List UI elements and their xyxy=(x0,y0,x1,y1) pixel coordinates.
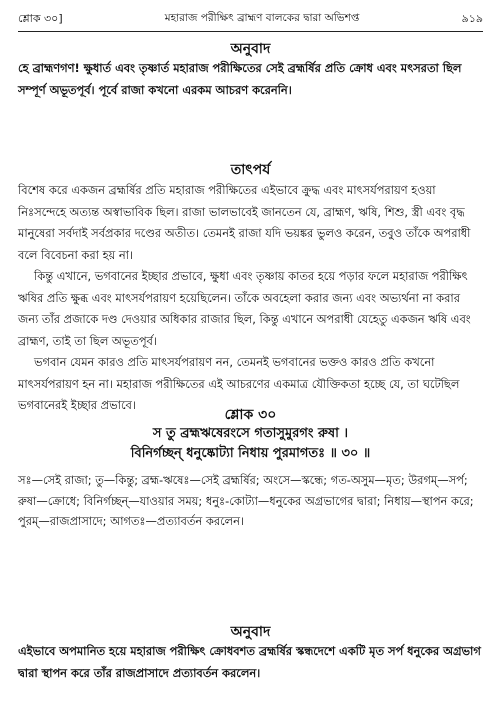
translation-2-text xyxy=(18,641,483,684)
translation-2-paragraph: এইভাবে অপমানিত হয়ে মহারাজ পরীক্ষিৎ ক্রোধবশত ব্রহ্মর্ষির স্কন্ধদেশে একটি মৃত সর্প ধনুকের অগ্রভাগ দ্বারা স্থাপন করে তাঁর রাজপ্রাসাদে প্রত্যাবর্তন করলেন। xyxy=(18,644,481,680)
purport-paragraph: বিশেষ করে একজন ব্রহ্মর্ষির প্রতি মহারাজ পরীক্ষিতের এইভাবে ক্রুদ্ধ এবং মাৎসর্যপরায়ণ হওয়া নিঃসন্দেহে অত্যন্ত অস্বাভাবিক ছিল। রাজা ভালভাবেই জানতেন যে, ব্রাহ্মণ, ঋষি, শিশু, স্ত্রী এবং বৃদ্ধ মানুষেরা সর্বদাই সর্বপ্রকার দণ্ডের অতীত। তেমনই রাজা যদি ভয়ঙ্কর ভুলও করেন, তবুও তাঁকে অপরাধী বলে বিবেচনা করা হয় না। xyxy=(18,183,471,262)
translation-heading: অনুবাদ xyxy=(230,41,271,57)
synonyms-paragraph: সঃ—সেই রাজা; তু—কিন্তু; ব্রহ্ম-ঋষেঃ—সেই ব্রহ্মর্ষির; অংসে—স্কন্ধে; গত-অসুম—মৃত; উরগম্—সর্প; রুষা—ক্রোধে; বিনির্গচ্ছন্—যাওয়ার সময়; ধনুঃ-কোট্যা—ধনুকের অগ্রভাগের দ্বারা; নিধায়—স্থাপন করে; পুরম্—রাজপ্রাসাদে; আগতঃ—প্রত্যাবর্তন করলেন। xyxy=(18,473,474,528)
running-head xyxy=(18,9,483,29)
purport-heading: তাৎপর্য xyxy=(230,162,271,178)
verse-line: স তু ব্রহ্মঋষেরংসে গতাসুমুরগং রুষা । xyxy=(152,426,349,441)
purport-text xyxy=(18,180,483,417)
verse-text xyxy=(18,424,483,464)
chapter-title: মহারাজ পরীক্ষিৎ ব্রাহ্মণ বালকের দ্বারা অভিশপ্ত xyxy=(164,11,360,24)
purport-paragraph: ভগবান যেমন কারও প্রতি মাৎসর্যপরায়ণ নন, তেমনই ভগবানের ভক্তও কারও প্রতি কখনো মাৎসর্যপরায়ণ হন না। মহারাজ পরীক্ষিতের এই আচরণের একমাত্র যৌক্তিকতা হচ্ছে যে, তা ঘটেছিল ভগবানেরই ইচ্ছার প্রভাবে। xyxy=(18,355,460,412)
translation-paragraph: হে ব্রাহ্মণগণ! ক্ষুধার্ত এবং তৃষ্ণার্ত মহারাজ পরীক্ষিতের সেই ব্রহ্মর্ষির প্রতি ক্রোধ এবং মৎসরতা ছিল সম্পূর্ণ অভূতপূর্ব। পূর্বে রাজা কখনো এরকম আচরণ করেননি। xyxy=(18,61,462,97)
verse-reference: শ্লোক ৩০] xyxy=(18,11,63,25)
verse-heading: শ্লোক ৩০ xyxy=(224,407,277,423)
purport-paragraph: কিন্তু এখানে, ভগবানের ইচ্ছার প্রভাবে, ক্ষুধা এবং তৃষ্ণায় কাতর হয়ে পড়ার ফলে মহারাজ পরীক্ষিৎ ঋষির প্রতি ক্ষুব্ধ এবং মাৎসর্যপরায়ণ হয়েছিলেন। তাঁকে অবহেলা করার জন্য এবং অভ্যর্থনা না করার জন্য তাঁর প্রজাকে দণ্ড দেওয়ার অধিকার রাজার ছিল, কিন্তু এখানে অপরাধী যেহেতু একজন ঋষি এবং ব্রাহ্মণ, তাই তা ছিল অভূতপূর্ব। xyxy=(18,269,471,348)
synonyms-text xyxy=(18,470,483,532)
verse-line: বিনির্গচ্ছন্ ধনুষ্কোট্যা নিধায় পুরমাগতঃ ॥ ৩০ ॥ xyxy=(130,446,371,461)
translation-2-heading: অনুবাদ xyxy=(230,624,271,640)
header-rule xyxy=(18,31,483,32)
translation-text xyxy=(18,58,483,101)
page-number: ৯১৯ xyxy=(461,11,483,25)
